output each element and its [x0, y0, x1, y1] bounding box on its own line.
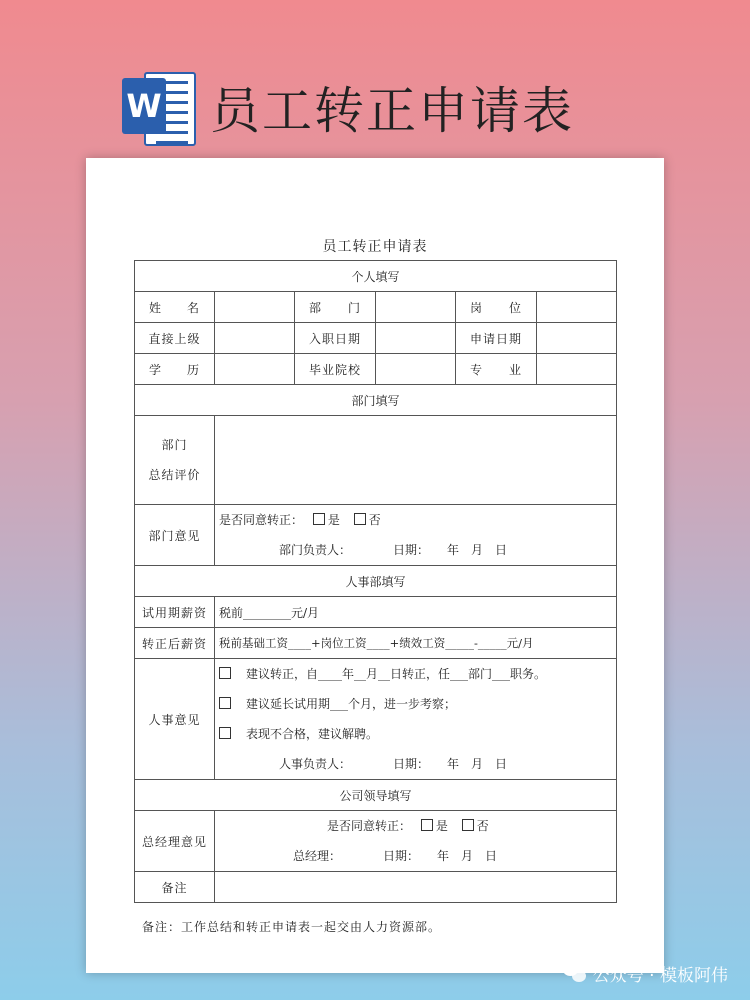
field-apply-date[interactable]	[537, 323, 617, 354]
gm-sign-line: 总经理： 日期： 年 月 日	[293, 849, 498, 863]
gm-agree-text: 是否同意转正：	[327, 819, 412, 833]
gm-no-checkbox[interactable]	[462, 819, 474, 831]
hr-option1-text: 建议转正，自____年__月__日转正，任___部门___职务。	[246, 667, 547, 681]
hr-opinion-cell	[215, 659, 617, 780]
hr-option3-text: 表现不合格，建议解聘。	[246, 727, 379, 741]
label-apply-date: 申请日期	[456, 323, 537, 354]
application-form-table	[134, 260, 617, 903]
label-gm-opinion: 总经理意见	[135, 811, 215, 872]
section-personal: 个人填写	[135, 261, 617, 292]
dept-yes-checkbox[interactable]	[313, 513, 325, 525]
label-after-salary: 转正后薪资	[135, 628, 215, 659]
field-after-salary[interactable]: 税前基础工资____+岗位工资____+绩效工资_____-_____元/月	[215, 628, 617, 659]
label-education: 学历	[135, 354, 215, 385]
hr-option2-text: 建议延长试用期___个月，进一步考察；	[246, 697, 457, 711]
watermark	[563, 961, 728, 986]
document-page	[86, 158, 664, 973]
field-trial-salary[interactable]: 税前________元/月	[215, 597, 617, 628]
section-leader: 公司领导填写	[135, 780, 617, 811]
footer-note: 备注：工作总结和转正申请表一起交由人力资源部。	[142, 920, 442, 934]
hr-option3-checkbox[interactable]	[219, 727, 231, 739]
label-supervisor: 直接上级	[135, 323, 215, 354]
field-major[interactable]	[537, 354, 617, 385]
field-dept[interactable]	[376, 292, 456, 323]
field-summary[interactable]	[215, 416, 617, 505]
hr-option1-checkbox[interactable]	[219, 667, 231, 679]
label-name: 姓名	[135, 292, 215, 323]
label-school: 毕业院校	[295, 354, 376, 385]
label-hr-opinion: 人事意见	[135, 659, 215, 780]
label-remarks: 备注	[135, 872, 215, 903]
banner	[122, 66, 574, 148]
banner-title: 员工转正申请表	[210, 82, 574, 140]
hr-option2-checkbox[interactable]	[219, 697, 231, 709]
hr-sign-line: 人事负责人： 日期： 年 月 日	[279, 757, 508, 771]
section-hr: 人事部填写	[135, 566, 617, 597]
label-dept: 部门	[295, 292, 376, 323]
field-remarks[interactable]	[215, 872, 617, 903]
label-major: 专业	[456, 354, 537, 385]
field-position[interactable]	[537, 292, 617, 323]
dept-no-label: 否	[368, 513, 381, 527]
watermark-text: 公众号 · 模板阿伟	[592, 966, 728, 986]
dept-agree-text: 是否同意转正：	[219, 513, 304, 527]
gm-yes-checkbox[interactable]	[421, 819, 433, 831]
label-dept-opinion: 部门意见	[135, 505, 215, 566]
field-education[interactable]	[215, 354, 295, 385]
label-summary: 部门 总结评价	[135, 416, 215, 505]
word-document-icon: W	[122, 66, 196, 148]
section-department: 部门填写	[135, 385, 617, 416]
field-school[interactable]	[376, 354, 456, 385]
field-entry-date[interactable]	[376, 323, 456, 354]
field-name[interactable]	[215, 292, 295, 323]
gm-opinion-cell	[215, 811, 617, 872]
dept-opinion-cell	[215, 505, 617, 566]
label-entry-date: 入职日期	[295, 323, 376, 354]
gm-yes-label: 是	[435, 819, 448, 833]
label-trial-salary: 试用期薪资	[135, 597, 215, 628]
dept-no-checkbox[interactable]	[354, 513, 366, 525]
dept-sign-line: 部门负责人： 日期： 年 月 日	[279, 543, 508, 557]
gm-no-label: 否	[476, 819, 489, 833]
document-title: 员工转正申请表	[322, 239, 428, 255]
wechat-icon	[563, 964, 587, 984]
dept-yes-label: 是	[327, 513, 340, 527]
label-position: 岗位	[456, 292, 537, 323]
field-supervisor[interactable]	[215, 323, 295, 354]
